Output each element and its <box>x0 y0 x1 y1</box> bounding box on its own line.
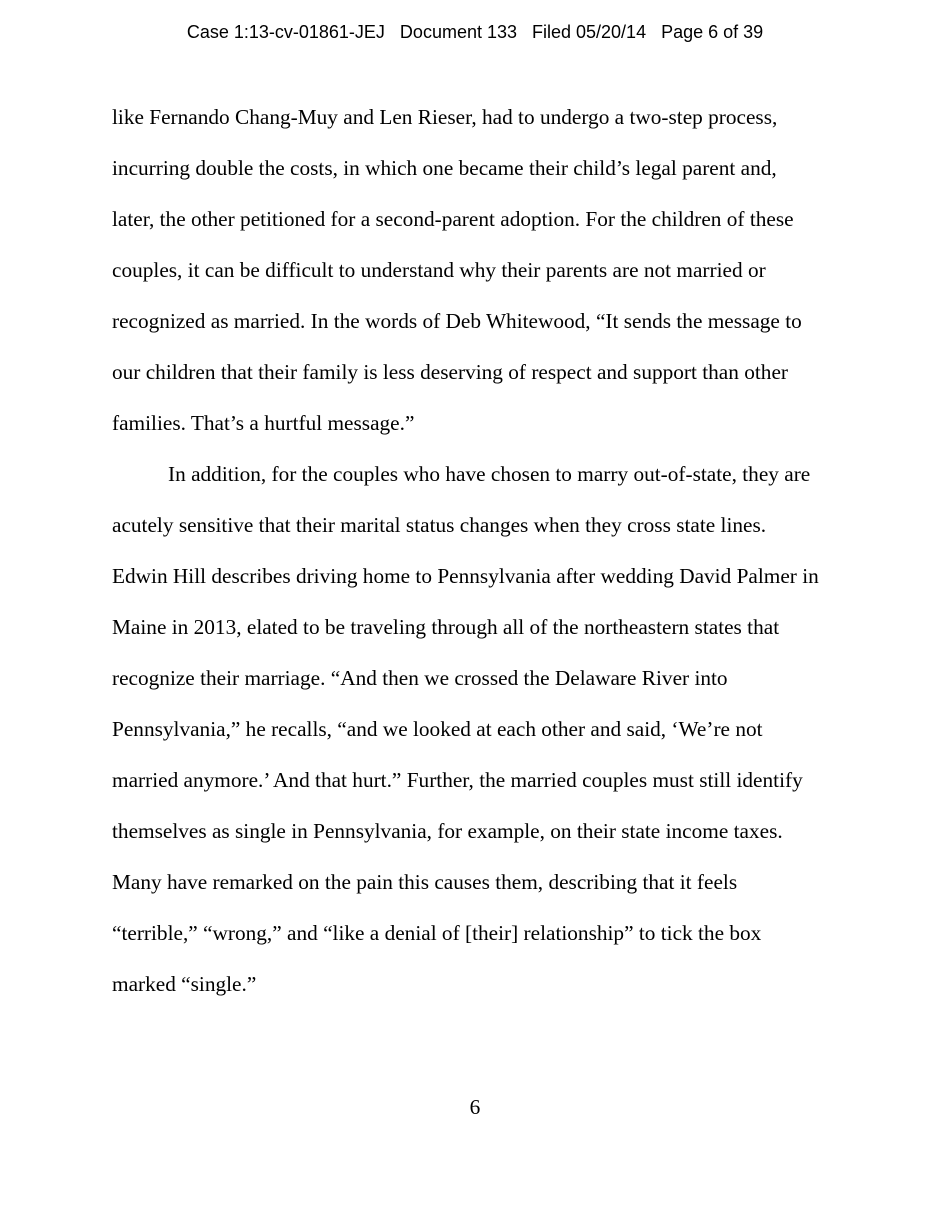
text-line: Many have remarked on the pain this causes them, describing that it feels <box>112 870 738 894</box>
text-line: Edwin Hill describes driving home to Pennsylvania after wedding David Palmer in <box>112 564 819 588</box>
text-line: like Fernando Chang-Muy and Len Rieser, had to undergo a two-step process, <box>112 105 778 129</box>
text-line: recognize their marriage. “And then we crossed the Delaware River into <box>112 666 728 690</box>
text-line: “terrible,” “wrong,” and “like a denial of [their] relationship” to tick the box <box>112 921 762 945</box>
text-line: Pennsylvania,” he recalls, “and we looked at each other and said, ‘We’re not <box>112 717 763 741</box>
case-header: Case 1:13-cv-01861-JEJ Document 133 Filed 05/20/14 Page 6 of 39 <box>186 22 764 42</box>
text-line: incurring double the costs, in which one became their child’s legal parent and, <box>112 156 777 180</box>
text-line: recognized as married. In the words of Deb Whitewood, “It sends the message to <box>112 309 802 333</box>
text-line: Maine in 2013, elated to be traveling through all of the northeastern states that <box>112 615 780 639</box>
text-line: families. That’s a hurtful message.” <box>112 411 415 435</box>
text-line: later, the other petitioned for a second-parent adoption. For the children of these <box>112 207 794 231</box>
text-line: acutely sensitive that their marital status changes when they cross state lines. <box>112 513 767 537</box>
text-line: couples, it can be difficult to understand why their parents are not married or <box>112 258 766 282</box>
text-line: our children that their family is less deserving of respect and support than other <box>112 360 788 384</box>
page-number: 6 <box>469 1095 481 1119</box>
text-line: In addition, for the couples who have chosen to marry out-of-state, they are <box>168 462 811 486</box>
text-line: married anymore.’ And that hurt.” Further, the married couples must still identify <box>112 768 803 792</box>
text-line: themselves as single in Pennsylvania, for example, on their state income taxes. <box>112 819 783 843</box>
text-line: marked “single.” <box>112 972 257 996</box>
